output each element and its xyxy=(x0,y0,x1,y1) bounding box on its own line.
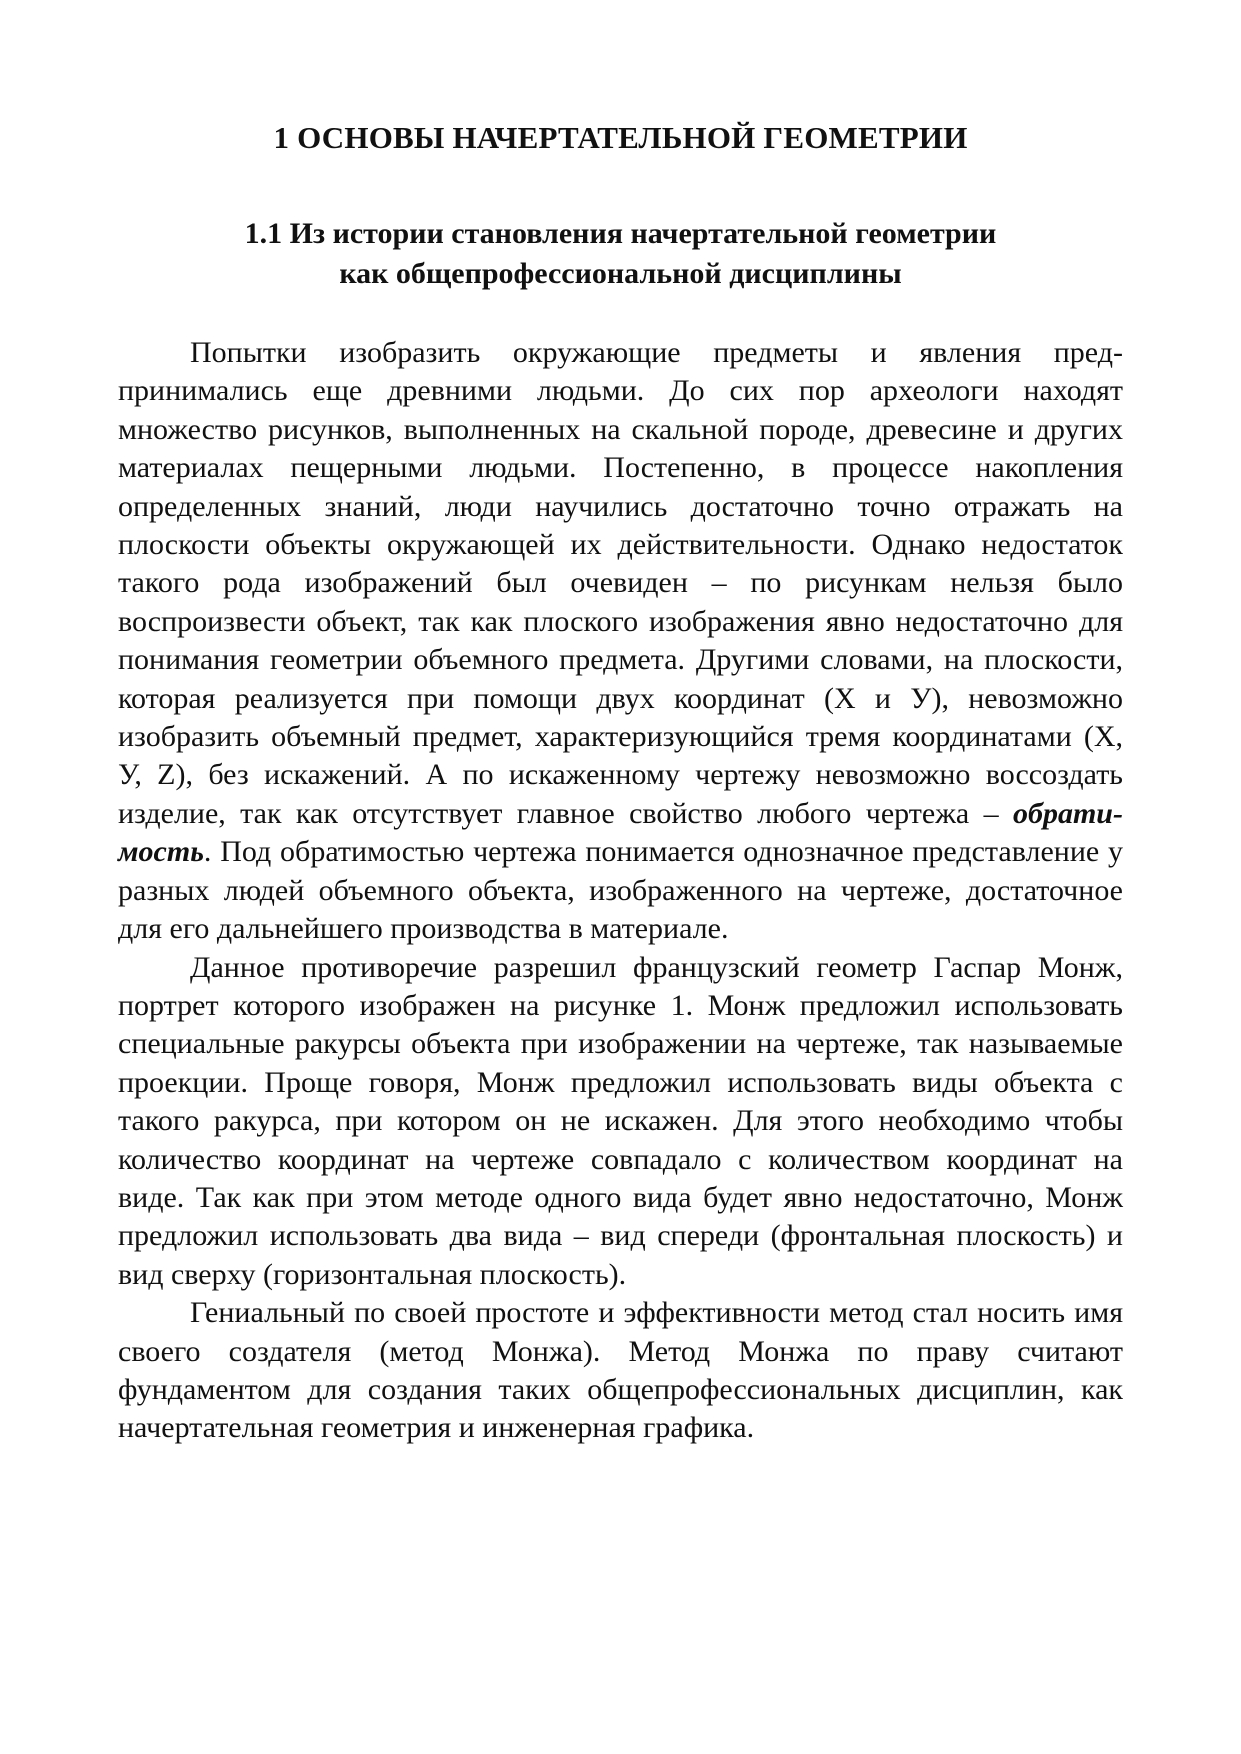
chapter-title: 1 ОСНОВЫ НАЧЕРТАТЕЛЬНОЙ ГЕОМЕТРИИ xyxy=(273,120,968,155)
section-title-line-2: как общепрофессиональной дисциплины xyxy=(339,257,902,290)
section-title-line-1: 1.1 Из истории становления начертательной геометрии xyxy=(244,217,997,250)
body-text xyxy=(118,334,1123,1448)
document-page xyxy=(118,118,1123,1448)
paragraph-3: Гениальный по своей простоте и эффективности метод стал носить имя своего создателя (метод Монжа). Метод Монжа по праву считают фундаментом для создания таких общепрофессиональных дисциплин, как начертательная геометрия и инженерная графика. xyxy=(118,1296,1123,1445)
section-title xyxy=(118,214,1123,294)
emphasis-term: обратимость xyxy=(118,796,1123,869)
paragraph-1-text: Попытки изобразить окружающие предметы и явления предпринимались еще древними людьми. До сих пор археологи находят множество рисунков, выполненных на скальной породе, древесине и других материалах пещерными людьми. Постепенно, в процессе накопления определенных знаний, люди научились достаточно точно отражать на плоскости объекты окружающей их действительности. Однако недостаток такого рода изображений был очевиден – по рисункам нельзя было воспроизвести объект, так как плоского изображения явно недостаточно для понимания геометрии объемного предмета. Другими словами, на плоскости, которая реализуется при помощи двух координат (Х и У), невозможно изобразить объемный предмет, характеризующийся тремя координатами (Х, У, Z), без искажений. А по искаженному чертежу невозможно воссоздать изделие, так как отсутствует главное свойство любого чертежа – xyxy=(118,336,1123,830)
paragraph-1-text-end: . Под обратимостью чертежа понимается однозначное представление у разных людей объемного объекта, изображенного на чертеже, достаточное для его дальнейшего производства в материале. xyxy=(118,835,1123,946)
paragraph-1 xyxy=(118,334,1123,949)
paragraph-2: Данное противоречие разрешил французский геометр Гаспар Монж, портрет которого изображен на рисунке 1. Монж предложил использовать специальные ракурсы объекта при изображении на чертеже, так называемые проекции. Проще говоря, Монж предложил использовать виды объекта с такого ракурса, при котором он не искажен. Для этого необходимо чтобы количество координат на чертеже совпадало с количеством координат на виде. Так как при этом методе одного вида будет явно недостаточно, Монж предложил использовать два вида – вид спереди (фронтальная плоскость) и вид сверху (горизонтальная плоскость). xyxy=(118,950,1123,1291)
